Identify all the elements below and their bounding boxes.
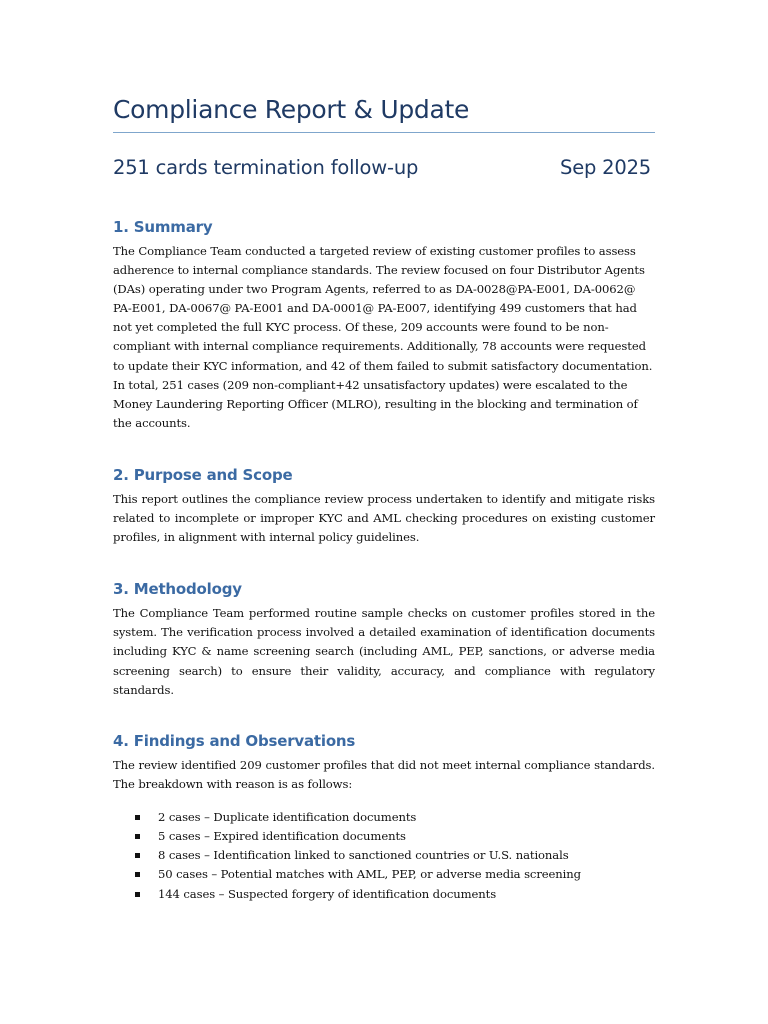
section-heading: 2. Purpose and Scope bbox=[113, 465, 293, 484]
document-date: Sep 2025 bbox=[560, 156, 651, 179]
findings-list bbox=[113, 808, 655, 904]
section-heading: 3. Methodology bbox=[113, 580, 242, 599]
title-divider bbox=[113, 132, 655, 133]
list-item-text: 5 cases – Expired identification documents bbox=[158, 829, 406, 844]
list-item-text: 144 cases – Suspected forgery of identification documents bbox=[158, 886, 497, 901]
list-item bbox=[113, 865, 655, 884]
section-purpose-scope bbox=[113, 464, 655, 547]
section-methodology bbox=[113, 578, 655, 699]
list-item bbox=[113, 846, 655, 865]
list-item-text: 50 cases – Potential matches with AML, PEP, or adverse media screening bbox=[158, 867, 581, 882]
bullet-square-icon bbox=[135, 853, 140, 858]
document-title: Compliance Report & Update bbox=[113, 95, 470, 124]
section-findings bbox=[113, 730, 655, 904]
section-heading: 1. Summary bbox=[113, 218, 213, 236]
document-subtitle: 251 cards termination follow-up bbox=[113, 156, 419, 179]
list-item bbox=[113, 827, 655, 846]
subtitle-row bbox=[113, 153, 655, 183]
section-paragraph: The Compliance Team performed routine sample checks on customer profiles stored in the system. The verification process involved a detailed examination of identification documents including KYC & name screening search (including AML, PEP, sanctions, or adverse media screening search) to ensure their validity, accuracy, and compliance with regulatory standards. bbox=[113, 606, 655, 697]
bullet-square-icon bbox=[135, 892, 140, 897]
list-item bbox=[113, 808, 655, 827]
document-page bbox=[113, 92, 655, 904]
bullet-square-icon bbox=[135, 815, 140, 820]
section-heading: 4. Findings and Observations bbox=[113, 731, 356, 750]
list-item-text: 8 cases – Identification linked to sanctioned countries or U.S. nationals bbox=[158, 848, 569, 863]
section-paragraph: The Compliance Team conducted a targeted review of existing customer profiles to assess adherence to internal compliance standards. The review focused on four Distributor Agents (DAs) operating under two Program Agents, referred to as DA-0028@PA-E001, DA-0062@ PA-E001, DA-0067@ PA-E001 and DA-0001@ PA-E007, identifying 499 customers that had not yet completed the full KYC process. Of these, 209 accounts were found to be non-compliant with internal compliance requirements. Additionally, 78 accounts were requested to update their KYC information, and 42 of them failed to submit satisfactory documentation. In total, 251 cases (209 non-compliant+42 unsatisfactory updates) were escalated to the Money Laundering Reporting Officer (MLRO), resulting in the blocking and termination of the accounts. bbox=[113, 244, 653, 430]
bullet-square-icon bbox=[135, 872, 140, 877]
section-paragraph: The review identified 209 customer profiles that did not meet internal compliance standards. The breakdown with reason is as follows: bbox=[113, 757, 655, 791]
section-paragraph: This report outlines the compliance review process undertaken to identify and mitigate risks related to incomplete or improper KYC and AML checking procedures on existing customer profiles, in alignment with internal policy guidelines. bbox=[113, 491, 655, 545]
section-summary bbox=[113, 216, 655, 433]
list-item-text: 2 cases – Duplicate identification documents bbox=[158, 809, 417, 824]
bullet-square-icon bbox=[135, 834, 140, 839]
list-item bbox=[113, 885, 655, 904]
